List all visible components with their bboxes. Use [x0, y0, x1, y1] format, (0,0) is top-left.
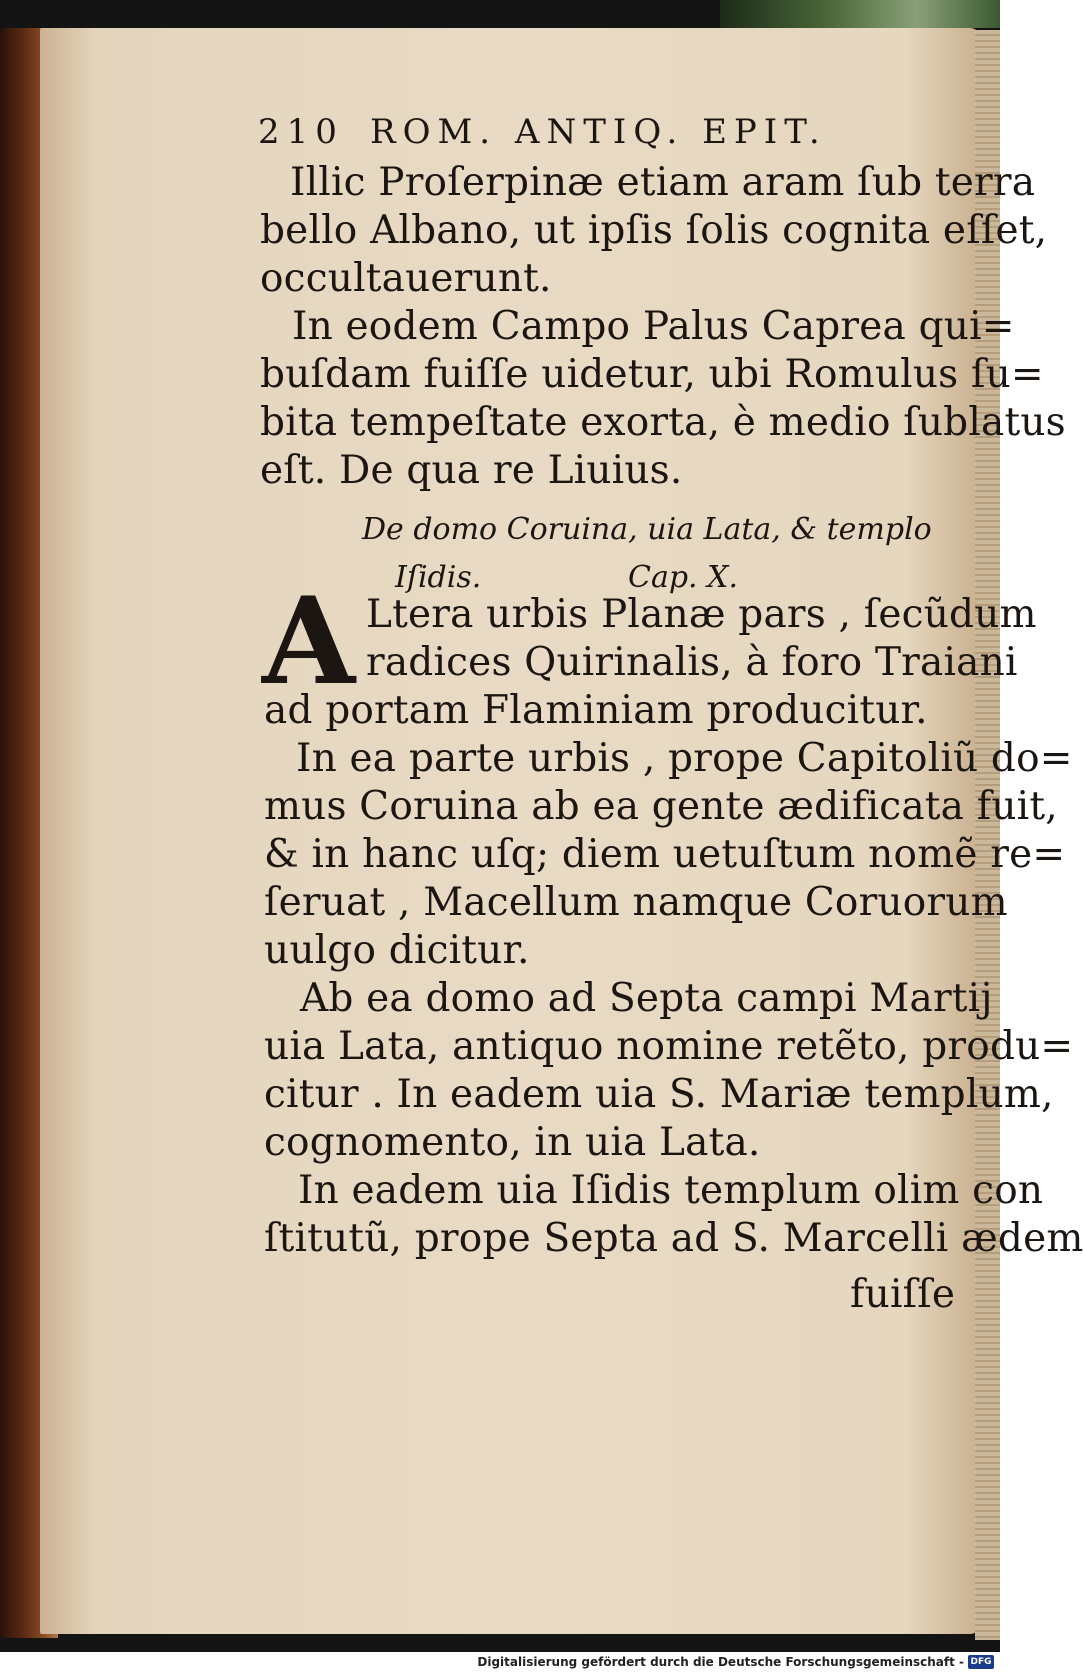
text-line: eſt. De qua re Liuius.: [260, 448, 683, 493]
text-line: uia Lata, antiquo nomine retẽto, produ=: [264, 1024, 1074, 1069]
text-line: cognomento, in uia Lata.: [264, 1120, 761, 1165]
chapter-number: Cap. X.: [628, 560, 739, 595]
chapter-title: Iſidis.: [395, 560, 482, 595]
footer-credit: Digitalisierung gefördert durch die Deutsche Forschungsgemeinschaft -: [477, 1655, 964, 1669]
running-head: ROM. ANTIQ. EPIT.: [370, 112, 827, 152]
text-line: mus Coruina ab ea gente ædificata fuit,: [264, 784, 1058, 829]
dfg-logo: DFG: [968, 1655, 994, 1669]
text-line: & in hanc uſq; diem uetuſtum nomẽ re=: [264, 832, 1066, 877]
text-line: buſdam fuiſſe uidetur, ubi Romulus ſu=: [260, 352, 1044, 397]
text-line: Ab ea domo ad Septa campi Martij: [300, 976, 993, 1021]
text-line: Ltera urbis Planæ pars , ſecũdum: [366, 592, 1037, 637]
text-line: radices Quirinalis, à foro Traiani: [366, 640, 1018, 685]
catchword: fuiſſe: [850, 1272, 956, 1317]
text-line: Illic Proſerpinæ etiam aram ſub terra: [290, 160, 1036, 205]
chapter-title: De domo Coruina, uia Lata, & templo: [362, 512, 932, 547]
digitization-footer: [0, 1652, 1000, 1673]
text-line: In ea parte urbis , prope Capitoliũ do=: [296, 736, 1073, 781]
text-line: bello Albano, ut ipſis ſolis cognita eſſet,: [260, 208, 1048, 253]
drop-cap: A: [262, 571, 356, 712]
text-line: In eodem Campo Palus Caprea qui=: [292, 304, 1015, 349]
text-line: ad portam Flaminiam producitur.: [264, 688, 928, 733]
text-line: bita tempeſtate exorta, è medio ſublatus: [260, 400, 1066, 445]
text-line: uulgo dicitur.: [264, 928, 530, 973]
text-line: ſeruat , Macellum namque Coruorum: [264, 880, 1008, 925]
page-number: 210: [258, 112, 344, 152]
text-line: citur . In eadem uia S. Mariæ templum,: [264, 1072, 1054, 1117]
text-line: ſtitutũ, prope Septa ad S. Marcelli ædem: [264, 1216, 1084, 1261]
text-line: In eadem uia Iſidis templum olim con: [298, 1168, 1044, 1213]
text-line: occultauerunt.: [260, 256, 552, 301]
